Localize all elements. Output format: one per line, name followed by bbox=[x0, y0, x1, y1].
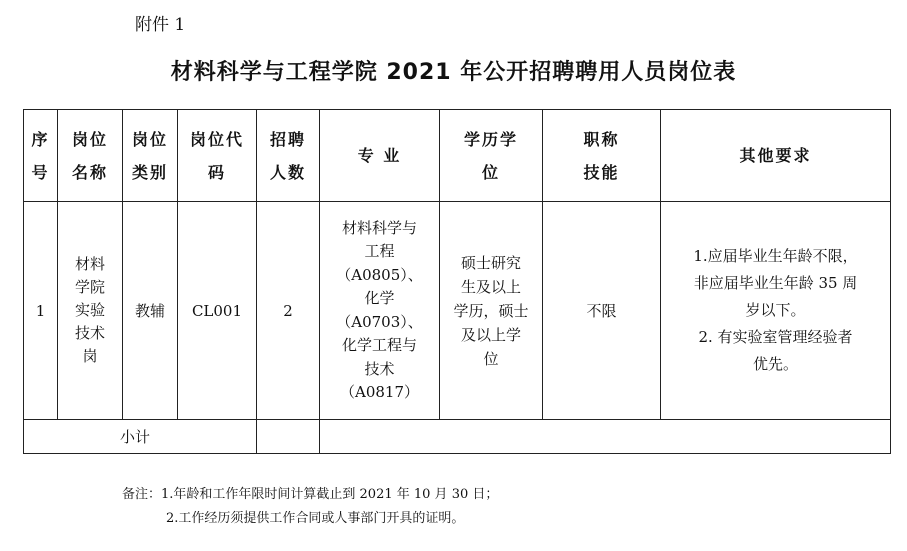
header-title-skill bbox=[543, 110, 661, 202]
header-post-name bbox=[58, 110, 123, 202]
degree-line: 学历，硕士 bbox=[453, 301, 529, 320]
header-seq-line: 号 bbox=[31, 162, 50, 182]
degree-line: 及以上学 bbox=[460, 325, 521, 344]
other-line: 非应届毕业生年龄 35 周 bbox=[693, 274, 858, 292]
major-line: 材料科学与 bbox=[341, 218, 417, 237]
subtotal-empty bbox=[320, 420, 891, 454]
subtotal-row bbox=[24, 420, 891, 454]
header-recruit-count-line: 招聘 bbox=[269, 129, 306, 149]
major-line: （A0703）、 bbox=[336, 312, 423, 331]
major-line: （A0817） bbox=[339, 383, 419, 401]
header-post-code-line: 岗位代 bbox=[189, 129, 244, 149]
header-post-category bbox=[123, 110, 178, 202]
degree-line: 硕士研究 bbox=[460, 253, 521, 272]
cell-title-skill: 不限 bbox=[543, 202, 661, 420]
degree-line: 生及以上 bbox=[460, 277, 521, 296]
header-title-skill-line: 技能 bbox=[583, 162, 620, 182]
cell-post-name bbox=[58, 202, 123, 420]
header-other: 其他要求 bbox=[661, 110, 891, 202]
header-post-name-line: 岗位 bbox=[71, 129, 108, 149]
major-line: 化学 bbox=[364, 289, 395, 307]
post-name-line: 技术 bbox=[74, 324, 105, 342]
header-recruit-count-line: 人数 bbox=[269, 162, 306, 182]
page-title: 材料科学与工程学院 2021 年公开招聘聘用人员岗位表 bbox=[170, 60, 737, 85]
post-name-line: 学院 bbox=[74, 278, 105, 296]
header-post-code-line: 码 bbox=[207, 162, 226, 182]
notes bbox=[122, 483, 498, 531]
post-name-line: 岗 bbox=[82, 347, 98, 365]
other-line: 2. 有实验室管理经验者 bbox=[698, 328, 853, 346]
cell-seq: 1 bbox=[24, 202, 58, 420]
recruitment-table bbox=[23, 109, 891, 454]
major-line: 化学工程与 bbox=[341, 336, 417, 354]
cell-other-requirements bbox=[661, 202, 891, 420]
cell-post-category: 教辅 bbox=[123, 202, 178, 420]
attachment-label: 附件 1 bbox=[135, 15, 186, 35]
header-post-code bbox=[178, 110, 257, 202]
header-post-category-line: 类别 bbox=[131, 162, 168, 182]
header-degree-line: 位 bbox=[481, 162, 500, 182]
note-line-1: 备注：1.年龄和工作年限时间计算截止到 2021 年 10 月 30 日； bbox=[122, 487, 499, 502]
header-seq-line: 序 bbox=[31, 129, 50, 149]
header-row bbox=[24, 110, 891, 202]
other-line: 岁以下。 bbox=[745, 301, 806, 319]
major-line: 工程 bbox=[364, 242, 395, 260]
degree-line: 位 bbox=[483, 349, 499, 368]
header-post-name-line: 名称 bbox=[71, 162, 108, 182]
header-seq bbox=[24, 110, 58, 202]
other-line: 1.应届毕业生年龄不限， bbox=[693, 247, 858, 265]
header-degree-line: 学历学 bbox=[463, 129, 518, 149]
cell-recruit-count: 2 bbox=[257, 202, 320, 420]
header-post-category-line: 岗位 bbox=[131, 129, 168, 149]
major-line: 技术 bbox=[364, 359, 395, 378]
subtotal-label: 小计 bbox=[24, 420, 257, 454]
header-major: 专 业 bbox=[320, 110, 440, 202]
post-name-line: 实验 bbox=[74, 301, 105, 319]
subtotal-count bbox=[257, 420, 320, 454]
header-recruit-count bbox=[257, 110, 320, 202]
cell-degree bbox=[440, 202, 543, 420]
post-name-line: 材料 bbox=[74, 255, 105, 273]
other-line: 优先。 bbox=[752, 355, 798, 373]
cell-post-code: CL001 bbox=[178, 202, 257, 420]
table-row bbox=[24, 202, 891, 420]
major-line: （A0805）、 bbox=[336, 265, 423, 284]
header-title-skill-line: 职称 bbox=[583, 129, 620, 149]
cell-major bbox=[320, 202, 440, 420]
note-line-2: 2.工作经历须提供工作合同或人事部门开具的证明。 bbox=[166, 511, 465, 526]
header-degree bbox=[440, 110, 543, 202]
